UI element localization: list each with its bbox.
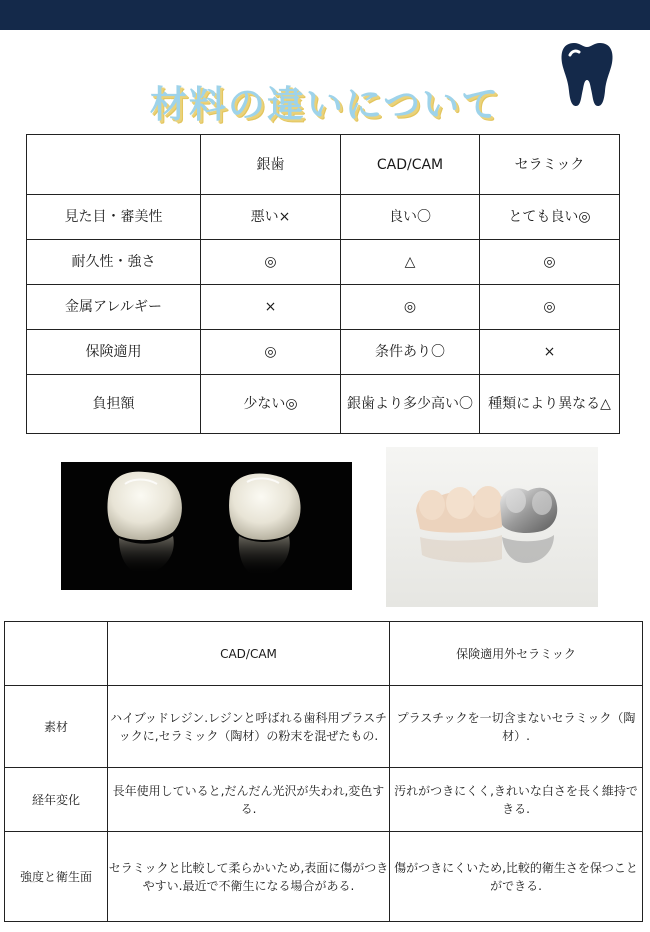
table-cell: ◎ xyxy=(480,240,620,285)
table-cell: × xyxy=(201,285,341,330)
table-header-row xyxy=(27,135,620,195)
table-cell: × xyxy=(480,330,620,375)
crowns-photo xyxy=(61,462,352,590)
table-cell: 汚れがつきにくく,きれいな白さを長く維持できる. xyxy=(390,768,643,832)
table-cell: 少ない◎ xyxy=(201,375,341,434)
header-cell: CAD/CAM xyxy=(108,622,390,686)
row-label: 見た目・審美性 xyxy=(27,195,201,240)
row-label: 素材 xyxy=(5,686,108,768)
table-row xyxy=(27,330,620,375)
header-cell: 保険適用外セラミック xyxy=(390,622,643,686)
table-cell: 条件あり〇 xyxy=(341,330,480,375)
table-cell: とても良い◎ xyxy=(480,195,620,240)
comparison-table xyxy=(26,134,620,434)
header-cell xyxy=(27,135,201,195)
header-bar xyxy=(0,0,650,30)
table-cell: ◎ xyxy=(480,285,620,330)
table-header-row xyxy=(5,622,643,686)
header-cell: CAD/CAM xyxy=(341,135,480,195)
table-cell: 長年使用していると,だんだん光沢が失われ,変色する. xyxy=(108,768,390,832)
header-cell xyxy=(5,622,108,686)
table-cell: ◎ xyxy=(201,330,341,375)
row-label: 金属アレルギー xyxy=(27,285,201,330)
table-cell: 傷がつきにくいため,比較的衛生さを保つことができる. xyxy=(390,832,643,922)
table-row xyxy=(27,240,620,285)
table-cell: 良い〇 xyxy=(341,195,480,240)
table-cell: プラスチックを一切含まないセラミック（陶材）. xyxy=(390,686,643,768)
table-cell: ◎ xyxy=(201,240,341,285)
table-row xyxy=(5,686,643,768)
header-cell: 銀歯 xyxy=(201,135,341,195)
table-cell: ハイブッドレジン.レジンと呼ばれる歯科用プラスチックに,セラミック（陶材）の粉末を混ぜたもの. xyxy=(108,686,390,768)
table-row xyxy=(27,195,620,240)
row-label: 保険適用 xyxy=(27,330,201,375)
table-row xyxy=(5,768,643,832)
header-cell: セラミック xyxy=(480,135,620,195)
table-cell: 銀歯より多少高い〇 xyxy=(341,375,480,434)
table-cell: ◎ xyxy=(341,285,480,330)
detail-table xyxy=(4,621,643,922)
table-row xyxy=(27,375,620,434)
table-cell: △ xyxy=(341,240,480,285)
table-cell: セラミックと比較して柔らかいため,表面に傷がつきやすい.最近で不衛生になる場合がある. xyxy=(108,832,390,922)
table-row xyxy=(5,832,643,922)
bridge-photo xyxy=(386,447,598,607)
row-label: 耐久性・強さ xyxy=(27,240,201,285)
row-label: 経年変化 xyxy=(5,768,108,832)
row-label: 強度と衛生面 xyxy=(5,832,108,922)
tooth-icon xyxy=(560,41,614,107)
page-title: 材料の違いについて xyxy=(149,83,501,126)
row-label: 負担額 xyxy=(27,375,201,434)
table-cell: 悪い× xyxy=(201,195,341,240)
table-row xyxy=(27,285,620,330)
table-cell: 種類により異なる△ xyxy=(480,375,620,434)
